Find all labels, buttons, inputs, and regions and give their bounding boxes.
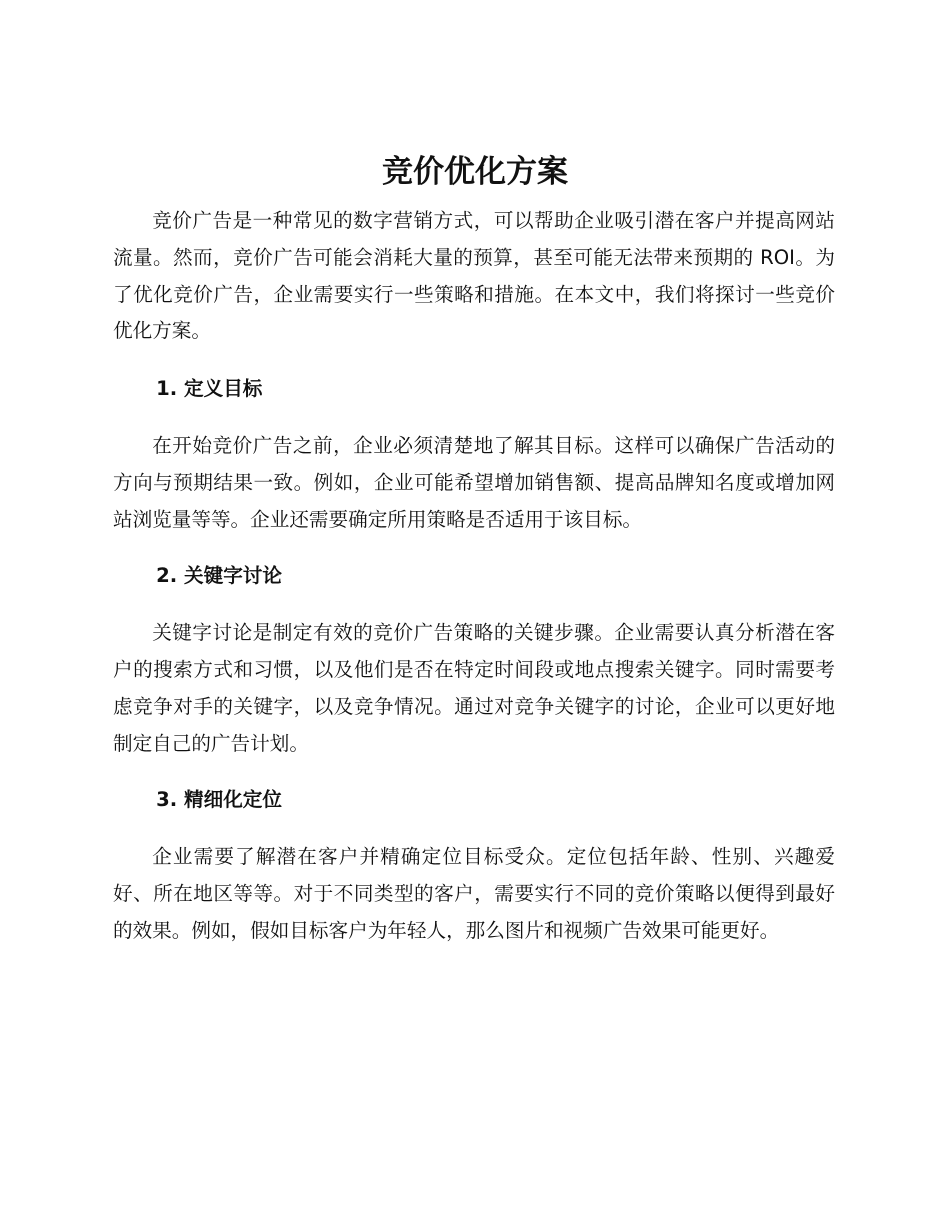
document-title: 竞价优化方案 [382, 154, 568, 190]
section-heading-precise-targeting: 3. 精细化定位 [156, 788, 282, 812]
document-body [113, 203, 835, 950]
section-heading-define-goals: 1. 定义目标 [156, 377, 263, 401]
section-body-define-goals: 在开始竞价广告之前，企业必须清楚地了解其目标。这样可以确保广告活动的方向与预期结果一致。例如，企业可能希望增加销售额、提高品牌知名度或增加网站浏览量等等。企业还需要确定所用策略是否适用于该目标。 [113, 433, 835, 531]
section-body-keyword-discussion: 关键字讨论是制定有效的竞价广告策略的关键步骤。企业需要认真分析潜在客户的搜索方式和习惯，以及他们是否在特定时间段或地点搜索关键字。同时需要考虑竞争对手的关键字，以及竞争情况。通过对竞争关键字的讨论，企业可以更好地制定自己的广告计划。 [113, 621, 835, 755]
section-heading-keyword-discussion: 2. 关键字讨论 [156, 564, 282, 588]
intro-paragraph: 竞价广告是一种常见的数字营销方式，可以帮助企业吸引潜在客户并提高网站流量。然而，竞价广告可能会消耗大量的预算，甚至可能无法带来预期的 ROI。为了优化竞价广告，企业需要实行一些策略和措施。在本文中，我们将探讨一些竞价优化方案。 [113, 209, 835, 343]
section-body-precise-targeting: 企业需要了解潜在客户并精确定位目标受众。定位包括年龄、性别、兴趣爱好、所在地区等等。对于不同类型的客户，需要实行不同的竞价策略以便得到最好的效果。例如，假如目标客户为年轻人，那么图片和视频广告效果可能更好。 [113, 845, 835, 942]
